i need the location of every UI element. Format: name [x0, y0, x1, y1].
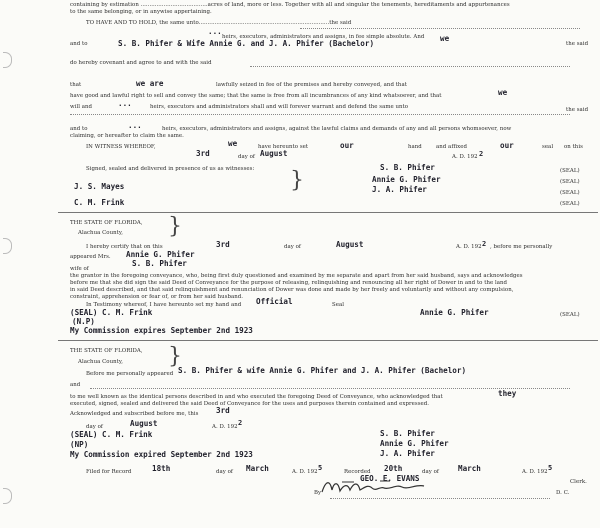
binder-punch-hole	[3, 238, 12, 254]
state-heading: THE STATE OF FLORIDA,	[70, 220, 143, 226]
ack-year-digit: 2	[238, 419, 243, 427]
grantor-pronoun: we	[440, 34, 450, 43]
grantees-name: S. B. Phifer & Wife Annie G. and J. A. Phifer (Bachelor)	[118, 39, 375, 48]
ack-text-line: day of	[86, 424, 103, 430]
ack-paragraph-line: the grantor in the foregoing conveyance, who, being first duly questioned and examined by me separate and apart from her said husband, says and acknowledges	[70, 273, 523, 279]
fill-line	[300, 28, 580, 29]
blank-dots: ...	[128, 121, 142, 130]
deed-text-line: do hereby covenant and agree to and with the said	[70, 60, 212, 66]
clerk-name: GEO. E. EVANS	[360, 474, 420, 483]
state-heading: THE STATE OF FLORIDA,	[70, 348, 143, 354]
possessive: our	[340, 141, 354, 150]
deed-text-line: and to	[70, 41, 88, 47]
grantor-pronoun: we	[228, 139, 238, 148]
deed-text-line: heirs, executors and administrators shall and will forever warrant and defend the same unto	[150, 104, 409, 110]
record-text: A. D. 192	[522, 469, 548, 475]
wife-signature: Annie G. Phifer	[420, 308, 489, 317]
deed-text-line: the said	[566, 41, 589, 47]
ack-paragraph-line: before me that she did sign the said Deed of Conveyance for the purpose of releasing, relinquishing and renouncing all her right of Dower in and to the land	[70, 280, 508, 286]
ack-paragraph-line: executed, signed, sealed and delivered the said Deed of Conveyance for the uses and purposes therein contained and expressed.	[70, 401, 430, 407]
ack-text-line: A. D. 192	[212, 424, 238, 430]
notary-title: (N.P)	[72, 317, 95, 326]
ack-month: August	[336, 240, 364, 249]
deed-text-line: heirs, executors, administrators and assigns, in fee simple absolute. And	[222, 34, 425, 40]
grantor-pronoun: we	[498, 88, 508, 97]
bracket-glyph: }	[290, 168, 304, 193]
bracket-glyph: }	[168, 344, 182, 369]
deed-text-line: and to	[70, 126, 88, 132]
record-text: day of	[216, 469, 233, 475]
execution-month: August	[260, 149, 288, 158]
blank-dots: ...	[208, 27, 222, 36]
deed-text-line: TO HAVE AND TO HOLD, the same unto..........................................................................the said	[86, 20, 352, 26]
section-divider	[58, 340, 598, 341]
witness-name: C. M. Frink	[74, 198, 125, 207]
deed-text-line: day of	[238, 154, 255, 160]
record-text: A. D. 192	[292, 469, 318, 475]
clerk-label: Clerk.	[570, 479, 587, 485]
deed-text-line: heirs, executors, administrators and assigns, against the lawful claims and demands of any and all persons whomsoever, now	[162, 126, 512, 132]
deed-text-line: that	[70, 82, 82, 88]
ack-text-line: appeared Mrs.	[70, 254, 111, 260]
fill-line	[330, 498, 550, 499]
seal-label: (SEAL)	[560, 179, 580, 185]
execution-year-digit: 2	[479, 150, 484, 158]
deputy-clerk-signature	[320, 478, 428, 496]
filed-year-digit: 5	[318, 464, 323, 472]
ack-text-line: , before me personally	[490, 244, 553, 250]
ack-text-line: In Testimony whereof, I have hereunto set my hand and	[86, 302, 242, 308]
official-word: Official	[256, 297, 293, 306]
seal-label: (SEAL)	[560, 312, 580, 318]
deed-text-line: to the same belonging, or in anywise appertaining.	[70, 9, 212, 15]
bracket-glyph: }	[168, 214, 182, 239]
ack-paragraph-line: to me well known as the identical persons described in and who executed the foregoing Deed of Conveyance, who acknowledged that	[70, 394, 443, 400]
deed-text-line: lawfully seized in fee of the premises and hereby conveyed, and that	[216, 82, 407, 88]
ack-day: 3rd	[216, 406, 230, 415]
grantor-signature: S. B. Phifer	[380, 163, 435, 172]
recorded-day: 20th	[384, 464, 403, 473]
section-divider	[58, 212, 598, 213]
deed-text-line: Signed, sealed and delivered in presence of us as witnesses:	[86, 166, 255, 172]
county-heading: Alachua County,	[78, 230, 123, 236]
deed-text-line: will and	[70, 104, 93, 110]
execution-day: 3rd	[196, 149, 210, 158]
notary-commission: My Commission expires September 2nd 1923	[70, 326, 253, 335]
ack-text-line: Seal	[332, 302, 345, 308]
grantor-signature: J. A. Phifer	[372, 185, 427, 194]
grantor-status: we are	[136, 79, 164, 88]
binder-punch-hole	[3, 488, 12, 504]
ack-year-digit: 2	[482, 240, 487, 248]
notary-title: (NP)	[70, 440, 89, 449]
they-word: they	[498, 389, 517, 398]
deed-text-line: claiming, or hereafter to claim the same.	[70, 133, 184, 139]
ack-day: 3rd	[216, 240, 230, 249]
deed-text-line: A. D. 192	[452, 154, 478, 160]
notary-name: (SEAL) C. M. Frink	[70, 308, 153, 317]
record-text: Filed for Record	[86, 469, 132, 475]
ack-text-line: Acknowledged and subscribed before me, this	[70, 411, 199, 417]
acknowledger-signature: S. B. Phifer	[380, 429, 435, 438]
ack-text-line: I hereby certify that on this	[86, 244, 163, 250]
record-text: Recorded	[344, 469, 371, 475]
ack-text-line: and	[70, 382, 81, 388]
deed-text-line: IN WITNESS WHEREOF,	[86, 144, 156, 150]
recorded-year-digit: 5	[548, 464, 553, 472]
deed-text-line: seal	[542, 144, 554, 150]
husband-name: S. B. Phifer	[132, 259, 187, 268]
deed-text-line: have hereunto set	[258, 144, 309, 150]
ack-paragraph-line: in said Deed described, and that said relinquishment and renunciation of Dower was done and made by her freely and voluntarily and without any compulsion,	[70, 287, 514, 293]
deed-text-line: have good and lawful right to sell and convey the same; that the same is free from all incumbrances of any kind whatsoever, and that	[70, 93, 442, 99]
possessive: our	[500, 141, 514, 150]
ack-month: August	[130, 419, 158, 428]
deputy-clerk-label: D. C.	[556, 490, 570, 496]
county-heading: Alachua County,	[78, 359, 123, 365]
wife-name: Annie G. Phifer	[126, 250, 195, 259]
recorded-month: March	[458, 464, 481, 473]
ack-paragraph-line: constraint, apprehension or fear of, or from her said husband.	[70, 294, 243, 300]
fill-line	[70, 114, 570, 115]
deed-text-line: the said	[566, 107, 589, 113]
filed-month: March	[246, 464, 269, 473]
deed-text-line: hand	[408, 144, 422, 150]
record-text: day of	[422, 469, 439, 475]
blank-dots: ...	[118, 99, 132, 108]
ack-text-line: Before me personally appeared	[86, 371, 174, 377]
seal-label: (SEAL)	[560, 190, 580, 196]
fill-line	[250, 66, 570, 67]
deed-text-line: and affixed	[436, 144, 468, 150]
fill-line	[90, 388, 570, 389]
notary-name: (SEAL) C. M. Frink	[70, 430, 153, 439]
deed-text-line: containing by estimation ......................................acres of land, more or less. Together with all and singular the tenements, hereditaments and appurtenances	[70, 2, 510, 8]
persons-appearing: S. B. Phifer & wife Annie G. Phifer and J. A. Phifer (Bachelor)	[178, 366, 467, 375]
notary-commission: My Commission expired September 2nd 1923	[70, 450, 253, 459]
acknowledger-signature: Annie G. Phifer	[380, 439, 449, 448]
grantor-signature: Annie G. Phifer	[372, 175, 441, 184]
filed-day: 18th	[152, 464, 171, 473]
acknowledger-signature: J. A. Phifer	[380, 449, 435, 458]
by-label: By	[314, 490, 322, 496]
ack-text-line: day of	[284, 244, 301, 250]
ack-text-line: wife of	[70, 266, 89, 272]
seal-label: (SEAL)	[560, 201, 580, 207]
binder-punch-hole	[3, 52, 12, 68]
seal-label: (SEAL)	[560, 168, 580, 174]
deed-text-line: on this	[564, 144, 583, 150]
witness-name: J. S. Mayes	[74, 182, 125, 191]
ack-text-line: A. D. 192	[456, 244, 482, 250]
